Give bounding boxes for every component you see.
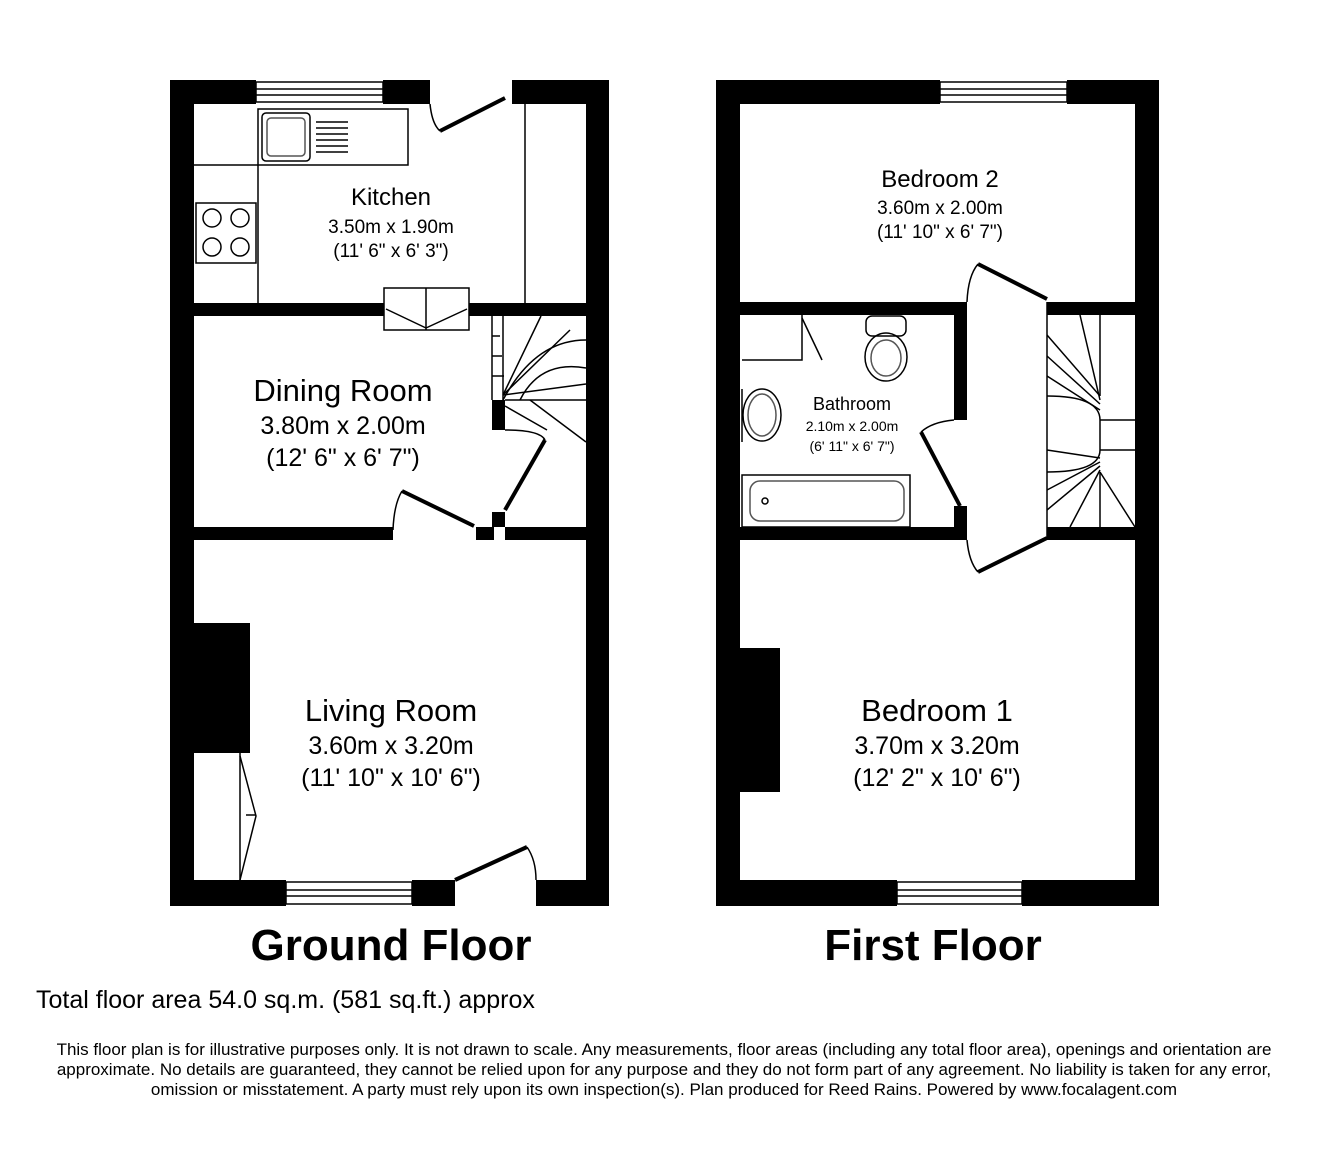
bedroom-2-label: Bedroom 2 (881, 166, 999, 193)
ground-floor-title: Ground Floor (250, 921, 532, 970)
bedroom-2-metric: 3.60m x 2.00m (877, 198, 1003, 219)
living-room-imperial: (11' 10" x 10' 6") (301, 764, 481, 792)
dining-room-metric: 3.80m x 2.00m (260, 412, 426, 440)
ground-floor-staircase (492, 316, 586, 442)
first-floor-title: First Floor (824, 921, 1042, 970)
dining-room-label: Dining Room (253, 373, 433, 408)
dining-room-imperial: (12' 6" x 6' 7") (266, 444, 420, 472)
ground-floor-plan (170, 80, 609, 906)
disclaimer-text: This floor plan is for illustrative purposes only. It is not drawn to scale. Any measurements, floor areas (including any total floor area), openings and orientation are approximate. No details are guaranteed, they cannot be relied upon for any purpose and they do not form part of any agreement. No liability is taken for any error, omission or misstatement. A party must rely upon its own inspection(s). Plan produced for Reed Rains. Powered by www.focalagent.com (56, 1040, 1272, 1099)
living-room-metric: 3.60m x 3.20m (308, 732, 474, 760)
bedroom-1-label: Bedroom 1 (861, 693, 1013, 728)
ground-floor-doors (393, 98, 545, 880)
kitchen-dining-double-door (384, 288, 469, 330)
bathroom-label: Bathroom (812, 394, 892, 414)
first-floor-staircase (1047, 315, 1135, 527)
kitchen-label: Kitchen (350, 184, 432, 211)
first-floor-plan (716, 80, 1159, 906)
bedroom-1-metric: 3.70m x 3.20m (854, 732, 1020, 760)
bathroom-metric: 2.10m x 2.00m (805, 418, 899, 434)
bedroom-2-imperial: (11' 10" x 6' 7") (876, 222, 1004, 243)
total-floor-area: Total floor area 54.0 sq.m. (581 sq.ft.) approx (36, 986, 535, 1014)
kitchen-metric: 3.50m x 1.90m (328, 217, 454, 238)
living-room-cupboard (240, 753, 256, 880)
living-room-label: Living Room (304, 693, 478, 728)
bedroom-1-imperial: (12' 2" x 10' 6") (853, 764, 1021, 792)
kitchen-imperial: (11' 6" x 6' 3") (333, 241, 449, 262)
bathroom-imperial: (6' 11" x 6' 7") (809, 438, 895, 454)
